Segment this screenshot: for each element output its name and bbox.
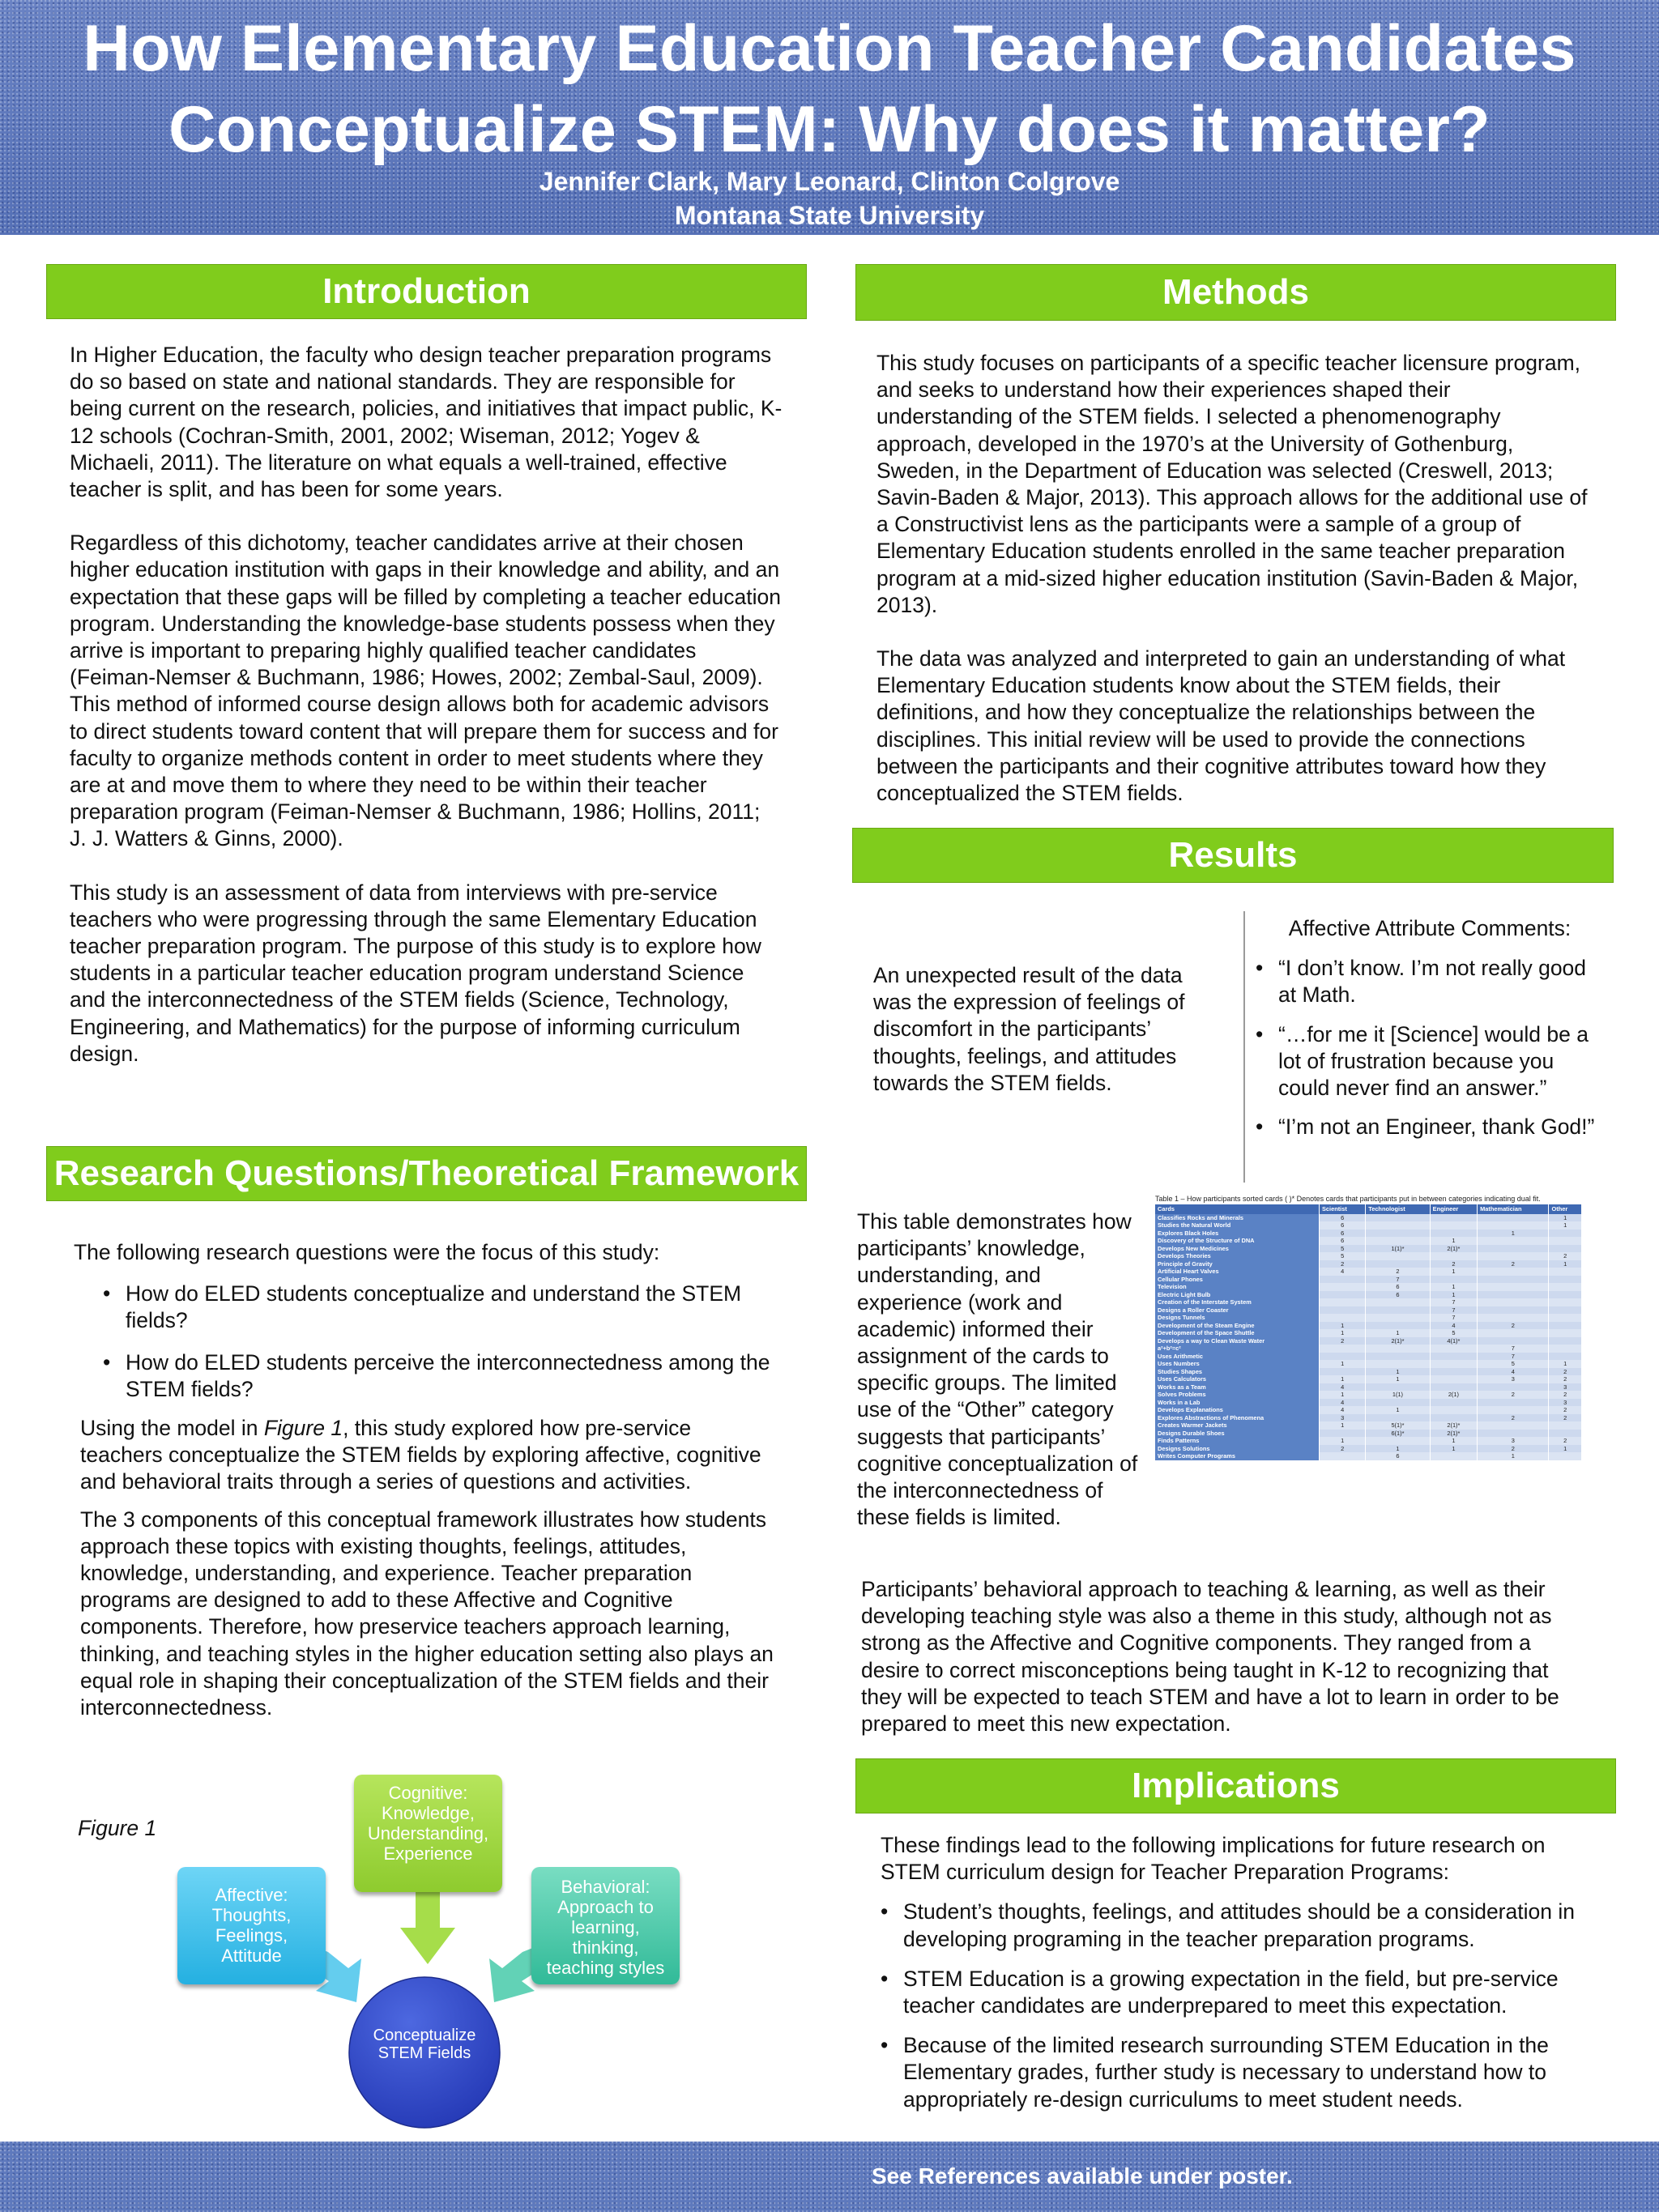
implication-item: • Because of the limited research surrounding STEM Education in the Elementary grades, further study is necessary to understand how to appropriately re-design curriculums to meet student needs.	[881, 2032, 1593, 2113]
count-cell	[1478, 1314, 1549, 1322]
table-row	[1155, 1368, 1582, 1376]
table-row	[1155, 1283, 1582, 1291]
count-cell	[1320, 1430, 1366, 1438]
methods-heading: Methods	[855, 264, 1616, 321]
table-row	[1155, 1353, 1582, 1361]
count-cell: 1	[1478, 1230, 1549, 1238]
count-cell: 2(1)	[1430, 1391, 1477, 1399]
count-cell	[1478, 1245, 1549, 1253]
count-cell	[1430, 1360, 1477, 1368]
count-cell: 3	[1549, 1383, 1582, 1392]
count-cell	[1549, 1276, 1582, 1284]
card-name-cell: Explores Abstractions of Phenomena	[1155, 1414, 1320, 1422]
count-cell	[1430, 1406, 1477, 1414]
count-cell	[1549, 1268, 1582, 1276]
column-header: Other	[1549, 1204, 1582, 1214]
card-name-cell: Television	[1155, 1283, 1320, 1291]
count-cell	[1478, 1268, 1549, 1276]
count-cell	[1430, 1353, 1477, 1361]
table-row	[1155, 1337, 1582, 1345]
card-name-cell: Finds Patterns	[1155, 1437, 1320, 1445]
count-cell: 7	[1430, 1306, 1477, 1315]
count-cell: 1	[1549, 1360, 1582, 1368]
count-cell: 3	[1478, 1437, 1549, 1445]
count-cell: 7	[1478, 1345, 1549, 1353]
results-heading: Results	[852, 828, 1614, 883]
methods-paragraph: This study focuses on participants of a specific teacher licensure program, and seeks to understand how their experiences shaped their understanding of the STEM fields. I selected a phenomenography approach, developed in the 1970’s at the University of Gothenburg, Sweden, in the Department of Education was selected (Creswell, 2013; Savin-Baden & Major, 2013). This approach allows for the additional use of a Constructivist lens as the participants were a sample of a group of Elementary Education students enrolled in the same teacher preparation program at a mid-sized higher education institution (Savin-Baden & Major, 2013).	[876, 351, 1588, 617]
card-name-cell: Solves Problems	[1155, 1391, 1320, 1399]
card-name-cell: Studies the Natural World	[1155, 1221, 1320, 1230]
research-body	[74, 1239, 787, 1413]
count-cell	[1549, 1314, 1582, 1322]
comments-title: Affective Attribute Comments:	[1288, 916, 1572, 940]
table-header-row	[1155, 1204, 1582, 1214]
count-cell	[1366, 1314, 1430, 1322]
count-cell: 2	[1320, 1445, 1366, 1453]
authors: Jennifer Clark, Mary Leonard, Clinton Colgrove	[539, 167, 1120, 196]
card-name-cell: Develops Explanations	[1155, 1406, 1320, 1414]
count-cell: 1	[1320, 1421, 1366, 1430]
count-cell	[1320, 1291, 1366, 1299]
table-row	[1155, 1391, 1582, 1399]
card-sort-table	[1155, 1204, 1582, 1460]
cognitive-arrow	[400, 1890, 455, 1964]
column-header: Engineer	[1430, 1204, 1477, 1214]
count-cell	[1478, 1329, 1549, 1337]
count-cell: 2	[1478, 1445, 1549, 1453]
count-cell	[1549, 1452, 1582, 1460]
count-cell: 2	[1549, 1437, 1582, 1445]
count-cell	[1430, 1368, 1477, 1376]
count-cell: 1	[1549, 1214, 1582, 1222]
table-row	[1155, 1437, 1582, 1445]
count-cell	[1430, 1399, 1477, 1407]
count-cell: 1	[1320, 1391, 1366, 1399]
count-cell	[1430, 1375, 1477, 1383]
count-cell	[1549, 1245, 1582, 1253]
table-row	[1155, 1298, 1582, 1306]
count-cell: 1	[1549, 1445, 1582, 1453]
count-cell: 1	[1320, 1322, 1366, 1330]
count-cell: 5	[1320, 1252, 1366, 1260]
affective-comments	[1256, 915, 1604, 1140]
count-cell	[1549, 1298, 1582, 1306]
card-name-cell: Studies Shapes	[1155, 1368, 1320, 1376]
research-question: • How do ELED students conceptualize and understand the STEM fields?	[103, 1281, 787, 1334]
count-cell: 6	[1320, 1237, 1366, 1245]
card-name-cell: Discovery of the Structure of DNA	[1155, 1237, 1320, 1245]
table-row	[1155, 1276, 1582, 1284]
column-header: Technologist	[1366, 1204, 1430, 1214]
count-cell	[1320, 1368, 1366, 1376]
count-cell: 2	[1549, 1391, 1582, 1399]
implications-heading: Implications	[855, 1758, 1616, 1813]
research-heading: Research Questions/Theoretical Framework	[46, 1146, 807, 1201]
count-cell: 2	[1320, 1337, 1366, 1345]
count-cell: 2	[1549, 1406, 1582, 1414]
count-cell: 1	[1320, 1360, 1366, 1368]
table-row	[1155, 1230, 1582, 1238]
count-cell	[1549, 1337, 1582, 1345]
table-row	[1155, 1430, 1582, 1438]
count-cell: 6	[1320, 1221, 1366, 1230]
count-cell	[1430, 1276, 1477, 1284]
table-row	[1155, 1214, 1582, 1222]
count-cell	[1478, 1252, 1549, 1260]
count-cell	[1320, 1353, 1366, 1361]
count-cell: 4	[1430, 1322, 1477, 1330]
count-cell	[1366, 1230, 1430, 1238]
count-cell: 5	[1478, 1360, 1549, 1368]
results-unexpected: An unexpected result of the data was the expression of feelings of discomfort in the participants’ thoughts, feelings, and attitudes towards the STEM fields.	[873, 963, 1185, 1095]
card-name-cell: Writes Computer Programs	[1155, 1452, 1320, 1460]
count-cell: 7	[1430, 1298, 1477, 1306]
card-name-cell: Development of the Steam Engine	[1155, 1322, 1320, 1330]
count-cell	[1366, 1345, 1430, 1353]
comment-item: • “I don’t know. I’m not really good at Math.	[1256, 955, 1604, 1008]
card-name-cell: Designs Solutions	[1155, 1445, 1320, 1453]
introduction-paragraph: This study is an assessment of data from interviews with pre-service teachers who were progressing through the same Elementary Education teacher preparation program. The purpose of this study is to explore how students in a particular teacher education program understand Science and the interconnectedness of the STEM fields (Science, Technology, Engineering, and Mathematics) for the purpose of informing curriculum design.	[70, 880, 761, 1066]
count-cell	[1478, 1383, 1549, 1392]
table-row	[1155, 1221, 1582, 1230]
card-name-cell: Uses Calculators	[1155, 1375, 1320, 1383]
count-cell	[1549, 1345, 1582, 1353]
count-cell	[1478, 1214, 1549, 1222]
implication-item: • STEM Education is a growing expectation in the field, but pre-service teacher candidates are underprepared to meet this expectation.	[881, 1966, 1593, 2019]
card-name-cell: Development of the Space Shuttle	[1155, 1329, 1320, 1337]
count-cell	[1478, 1406, 1549, 1414]
count-cell: 5(1)*	[1366, 1421, 1430, 1430]
count-cell: 2(1)*	[1430, 1421, 1477, 1430]
count-cell	[1430, 1252, 1477, 1260]
table-row	[1155, 1383, 1582, 1392]
count-cell: 1	[1320, 1437, 1366, 1445]
footer-banner	[0, 2142, 1659, 2212]
count-cell: 2(1)*	[1430, 1245, 1477, 1253]
count-cell: 4(1)*	[1430, 1337, 1477, 1345]
figure-label: Figure 1	[78, 1816, 157, 1840]
count-cell: 2	[1478, 1414, 1549, 1422]
count-cell	[1478, 1237, 1549, 1245]
count-cell	[1366, 1414, 1430, 1422]
title-line-2: Conceptualize STEM: Why does it matter?	[168, 93, 1491, 166]
count-cell	[1478, 1399, 1549, 1407]
count-cell: 7	[1478, 1353, 1549, 1361]
count-cell: 2	[1549, 1375, 1582, 1383]
center-label: Conceptualize STEM Fields	[373, 2027, 476, 2062]
count-cell	[1366, 1360, 1430, 1368]
card-name-cell: Works as a Team	[1155, 1383, 1320, 1392]
card-name-cell: Develops a way to Clean Waste Water	[1155, 1337, 1320, 1345]
count-cell: 1	[1430, 1437, 1477, 1445]
research-lead: The following research questions were the focus of this study:	[74, 1240, 660, 1264]
card-name-cell: Explores Black Holes	[1155, 1230, 1320, 1238]
count-cell: 2(1)*	[1366, 1337, 1430, 1345]
count-cell	[1320, 1276, 1366, 1284]
count-cell	[1366, 1260, 1430, 1268]
research-questions	[103, 1281, 787, 1403]
count-cell	[1549, 1322, 1582, 1330]
comments-list	[1256, 955, 1604, 1140]
count-cell: 2	[1430, 1260, 1477, 1268]
count-cell	[1478, 1221, 1549, 1230]
table-row	[1155, 1445, 1582, 1453]
introduction-body	[70, 342, 783, 1094]
count-cell: 5	[1430, 1329, 1477, 1337]
card-name-cell: Develops New Medicines	[1155, 1245, 1320, 1253]
count-cell	[1366, 1353, 1430, 1361]
research-question: • How do ELED students perceive the interconnectedness among the STEM fields?	[103, 1349, 787, 1403]
count-cell	[1478, 1337, 1549, 1345]
count-cell	[1366, 1237, 1430, 1245]
card-name-cell: Cellular Phones	[1155, 1276, 1320, 1284]
card-name-cell: Classifies Rocks and Minerals	[1155, 1214, 1320, 1222]
column-header: Scientist	[1320, 1204, 1366, 1214]
count-cell	[1549, 1237, 1582, 1245]
count-cell: 1	[1366, 1368, 1430, 1376]
count-cell: 2	[1549, 1368, 1582, 1376]
count-cell: 6	[1320, 1230, 1366, 1238]
count-cell: 1(1)	[1366, 1391, 1430, 1399]
methods-body	[876, 350, 1589, 833]
count-cell	[1549, 1329, 1582, 1337]
count-cell	[1320, 1314, 1366, 1322]
count-cell: 1	[1430, 1445, 1477, 1453]
table-row	[1155, 1245, 1582, 1253]
count-cell	[1366, 1252, 1430, 1260]
affective-box: Affective: Thoughts, Feelings, Attitude	[177, 1867, 326, 1984]
count-cell: 1	[1366, 1329, 1430, 1337]
poster-title	[0, 8, 1659, 170]
count-cell	[1320, 1345, 1366, 1353]
count-cell: 3	[1549, 1399, 1582, 1407]
count-cell: 1	[1549, 1221, 1582, 1230]
title-line-1: How Elementary Education Teacher Candidates	[83, 12, 1576, 85]
count-cell: 2	[1549, 1414, 1582, 1422]
count-cell	[1320, 1452, 1366, 1460]
card-name-cell: Develops Theories	[1155, 1252, 1320, 1260]
count-cell: 3	[1320, 1414, 1366, 1422]
implication-item: • Student’s thoughts, feelings, and attitudes should be a consideration in developing programing in the teacher preparation programs.	[881, 1899, 1593, 1952]
table-row	[1155, 1399, 1582, 1407]
count-cell	[1549, 1421, 1582, 1430]
methods-paragraph: The data was analyzed and interpreted to gain an understanding of what Elementary Education students know about the STEM fields, their definitions, and how they conceptualize the relationships between the disciplines. This initial review will be used to provide the connections between the participants and their cognitive attributes toward how they conceptualized the STEM fields.	[876, 646, 1566, 806]
count-cell	[1549, 1430, 1582, 1438]
count-cell	[1366, 1322, 1430, 1330]
table-row	[1155, 1291, 1582, 1299]
components-paragraph: The 3 components of this conceptual framework illustrates how students approach these topics with existing thoughts, feelings, attitudes, knowledge, understanding, and experience. Teacher preparation programs are designed to add to these Affective and Cognitive components. Therefore, how preservice teachers approach learning, thinking, and teaching styles in the higher education setting also plays an equal role in shaping their conceptualization of the STEM fields and their interconnectedness.	[80, 1507, 774, 1720]
count-cell	[1320, 1283, 1366, 1291]
table-row	[1155, 1414, 1582, 1422]
count-cell: 1	[1430, 1237, 1477, 1245]
count-cell	[1430, 1214, 1477, 1222]
table-row	[1155, 1406, 1582, 1414]
count-cell: 7	[1366, 1276, 1430, 1284]
count-cell: 1	[1320, 1375, 1366, 1383]
count-cell	[1549, 1291, 1582, 1299]
table-row	[1155, 1252, 1582, 1260]
count-cell	[1549, 1306, 1582, 1315]
count-cell	[1366, 1437, 1430, 1445]
card-name-cell: Uses Numbers	[1155, 1360, 1320, 1368]
count-cell: 2	[1320, 1260, 1366, 1268]
count-cell	[1366, 1383, 1430, 1392]
card-name-cell: Uses Arithmetic	[1155, 1353, 1320, 1361]
count-cell: 1	[1366, 1406, 1430, 1414]
table-row	[1155, 1452, 1582, 1460]
introduction-heading: Introduction	[46, 264, 807, 319]
model-text-b: , this study explored how pre-service teachers conceptualize the STEM fields by exploring affective, cognitive and behavioral traits through a series of questions and activities.	[80, 1416, 761, 1494]
results-divider	[1243, 911, 1245, 1183]
figure-reference: Figure 1	[263, 1416, 343, 1440]
count-cell: 3	[1478, 1375, 1549, 1383]
count-cell	[1366, 1221, 1430, 1230]
table-row	[1155, 1360, 1582, 1368]
card-name-cell: Artificial Heart Valves	[1155, 1268, 1320, 1276]
count-cell: 1	[1430, 1268, 1477, 1276]
introduction-paragraph: In Higher Education, the faculty who design teacher preparation programs do so based on state and national standards. They are responsible for being current on the research, policies, and initiatives that impact public, K-12 schools (Cochran-Smith, 2001, 2002; Wiseman, 2012; Yogev & Michaeli, 2011). The literature on what equals a well-trained, effective teacher is split, and has been for some years.	[70, 343, 783, 502]
count-cell: 1	[1549, 1260, 1582, 1268]
count-cell	[1478, 1421, 1549, 1430]
count-cell: 4	[1320, 1406, 1366, 1414]
table-row	[1155, 1260, 1582, 1268]
count-cell: 5	[1320, 1245, 1366, 1253]
count-cell: 1	[1366, 1375, 1430, 1383]
implications-body	[881, 1832, 1593, 2113]
count-cell: 4	[1320, 1399, 1366, 1407]
column-header: Mathematician	[1478, 1204, 1549, 1214]
count-cell: 6	[1320, 1214, 1366, 1222]
count-cell	[1320, 1298, 1366, 1306]
count-cell: 1	[1366, 1445, 1430, 1453]
count-cell: 6	[1366, 1291, 1430, 1299]
card-name-cell: Works in a Lab	[1155, 1399, 1320, 1407]
table-row	[1155, 1375, 1582, 1383]
count-cell	[1366, 1298, 1430, 1306]
count-cell	[1366, 1214, 1430, 1222]
count-cell	[1478, 1276, 1549, 1284]
count-cell: 7	[1430, 1314, 1477, 1322]
author-block	[0, 164, 1659, 232]
model-paragraph	[80, 1415, 777, 1496]
comment-item: • “I’m not an Engineer, thank God!”	[1256, 1114, 1604, 1140]
count-cell	[1478, 1430, 1549, 1438]
card-name-cell: Creation of the Interstate System	[1155, 1298, 1320, 1306]
count-cell	[1430, 1230, 1477, 1238]
table-row	[1155, 1314, 1582, 1322]
card-name-cell: Creates Warmer Jackets	[1155, 1421, 1320, 1430]
table-row	[1155, 1237, 1582, 1245]
card-name-cell: Designs Durable Shoes	[1155, 1430, 1320, 1438]
cognitive-box: Cognitive: Knowledge, Understanding, Experience	[354, 1775, 502, 1892]
count-cell	[1478, 1291, 1549, 1299]
card-name-cell: Designs Tunnels	[1155, 1314, 1320, 1322]
implications-list	[881, 1899, 1593, 2112]
count-cell	[1478, 1283, 1549, 1291]
count-cell	[1430, 1414, 1477, 1422]
count-cell	[1320, 1306, 1366, 1315]
count-cell: 1	[1320, 1329, 1366, 1337]
footer-text: See References available under poster.	[872, 2163, 1293, 2189]
card-name-cell: a²+b²=c²	[1155, 1345, 1320, 1353]
table-row	[1155, 1345, 1582, 1353]
count-cell	[1430, 1221, 1477, 1230]
count-cell: 1	[1430, 1291, 1477, 1299]
model-text-a: Using the model in	[80, 1416, 264, 1440]
table-row	[1155, 1322, 1582, 1330]
count-cell: 1(1)*	[1366, 1245, 1430, 1253]
introduction-paragraph: Regardless of this dichotomy, teacher candidates arrive at their chosen higher education institution with gaps in their knowledge and ability, and an expectation that these gaps will be filled by completing a teacher education program. Understanding the knowledge-base students possess when they arrive is important to preparing highly qualified teacher candidates (Feiman-Nemser & Buchmann, 1986; Howes, 2002; Zembal-Saul, 2009). This method of informed course design allows both for academic advisors to direct students toward content that will prepare them for success and for faculty to organize methods content in order to meet students where they are at and move them to where they need to be within their teacher preparation program (Feiman-Nemser & Buchmann, 1986; Hollins, 2011; J. J. Watters & Ginns, 2000).	[70, 531, 781, 851]
count-cell	[1549, 1353, 1582, 1361]
table-caption: Table 1 – How participants sorted cards ( )* Denotes cards that participants put in between categories indicating dual fit.	[1155, 1195, 1541, 1203]
count-cell	[1478, 1298, 1549, 1306]
count-cell: 2	[1478, 1322, 1549, 1330]
table-row	[1155, 1329, 1582, 1337]
count-cell: 6(1)*	[1366, 1430, 1430, 1438]
column-header: Cards	[1155, 1204, 1320, 1214]
count-cell	[1366, 1306, 1430, 1315]
count-cell: 4	[1320, 1268, 1366, 1276]
implications-lead: These findings lead to the following implications for future research on STEM curriculum design for Teacher Preparation Programs:	[881, 1833, 1546, 1885]
table-row	[1155, 1421, 1582, 1430]
card-name-cell: Electric Light Bulb	[1155, 1291, 1320, 1299]
count-cell: 6	[1366, 1452, 1430, 1460]
card-name-cell: Designs a Roller Coaster	[1155, 1306, 1320, 1315]
count-cell: 2(1)*	[1430, 1430, 1477, 1438]
behavioral-box: Behavioral: Approach to learning, thinking, teaching styles	[531, 1867, 680, 1984]
count-cell: 4	[1478, 1368, 1549, 1376]
count-cell: 2	[1366, 1268, 1430, 1276]
count-cell: 2	[1478, 1260, 1549, 1268]
count-cell: 4	[1320, 1383, 1366, 1392]
comment-item: • “…for me it [Science] would be a lot of frustration because you could never find an answer.”	[1256, 1021, 1604, 1102]
table-row	[1155, 1306, 1582, 1315]
behavioral-paragraph: Participants’ behavioral approach to teaching & learning, as well as their developing teaching style was also a theme in this study, although not as strong as the Affective and Cognitive components. They ranged from a desire to correct misconceptions being taught in K-12 to recognizing that they will be expected to teach STEM and have a lot to learn in order to be prepared to meet this new expectation.	[861, 1577, 1559, 1737]
count-cell: 1	[1430, 1283, 1477, 1291]
card-name-cell: Principle of Gravity	[1155, 1260, 1320, 1268]
count-cell	[1549, 1283, 1582, 1291]
institution: Montana State University	[674, 201, 985, 230]
count-cell	[1430, 1345, 1477, 1353]
count-cell	[1549, 1230, 1582, 1238]
table-row	[1155, 1268, 1582, 1276]
table-1	[1155, 1194, 1582, 1539]
count-cell	[1478, 1306, 1549, 1315]
count-cell: 2	[1549, 1252, 1582, 1260]
count-cell	[1430, 1383, 1477, 1392]
count-cell	[1430, 1452, 1477, 1460]
count-cell: 2	[1478, 1391, 1549, 1399]
table-description: This table demonstrates how participants’ knowledge, understanding, and experience (work and academic) informed their assignment of the cards to specific groups. The limited use of the “Other” category suggests that participants’ cognitive conceptualization of the interconnectedness of these fields is limited.	[857, 1209, 1138, 1530]
count-cell: 6	[1366, 1283, 1430, 1291]
research-model-text	[80, 1415, 777, 1748]
count-cell: 1	[1478, 1452, 1549, 1460]
count-cell	[1366, 1399, 1430, 1407]
